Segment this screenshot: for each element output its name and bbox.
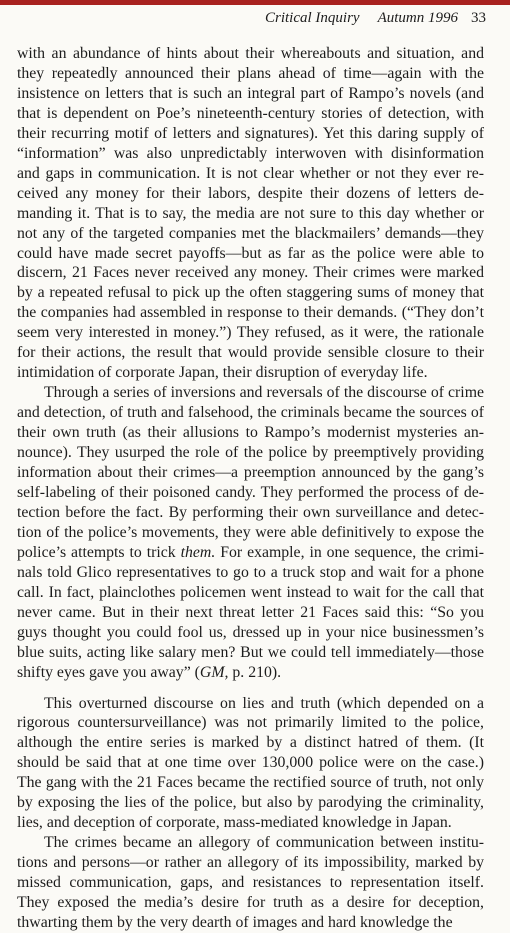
paragraph-2-text-a: Through a series of inversions and reversals of the discourse of crime and detection, of truth and falsehood, the criminals became the sources of their own truth (as their allusions to Rampo’s modernist mysteries announce). They usurped the role of the police by preemptively providing information about their crimes—a preemption announced by the gang’s self-labeling of their poisoned candy. They performed the process of detection before the fact. By performing their own surveillance and detection of the police’s movements, they were able definitively to expose the police’s attempts to trick (17, 384, 484, 561)
running-header (265, 8, 486, 28)
paragraph-2-text-b: For example, in one sequence, the criminals told Glico representatives to go to a truck stop and wait for a phone call. In fact, plainclothes policemen went instead to wait for the call that never came. But in their next threat letter 21 Faces said this: “So you guys thought you could fool us, dressed up in your nice businessmen’s blue suits, acting like salary men? But we could tell immediately—those shifty eyes gave you away” ( (17, 543, 484, 681)
paragraph-2-emphasis: them. (180, 543, 216, 561)
paragraph-2 (17, 383, 484, 682)
paragraph-3: This overturned discourse on lies and truth (which depended on a rigorous countersurveillance) was not primarily limited to the police, although the entire series is marked by a distinct hatred of them. (It should be said that at one time over 130,000 police were on the case.) The gang with the 21 Faces became the rectified source of truth, not only by exposing the lies of the police, but also by parodying the criminality, lies, and deception of corporate, mass-mediated knowledge in Japan. (17, 694, 484, 832)
article-body (17, 44, 484, 933)
top-rule (0, 0, 510, 5)
page-number: 33 (471, 10, 486, 26)
issue-date: Autumn 1996 (377, 10, 458, 26)
paragraph-2-citation-end: p. 210). (228, 663, 282, 681)
journal-title: Critical Inquiry (265, 10, 360, 26)
paragraph-4: The crimes became an allegory of communication between institutions and persons—or rather an allegory of its impossibility, marked by missed communication, gaps, and resistances to representation itself. They exposed the media’s desire for truth as a desire for deception, thwarting them by the very dearth of images and hard knowledge the (17, 834, 484, 931)
paragraph-2-citation-source: GM, (199, 663, 229, 681)
paragraph-1: with an abundance of hints about their whereabouts and situation, and they repeatedly announced their plans ahead of time—again with the insistence on letters that is such an integral part of Rampo’s novels (and that is dependent on Poe’s nineteenth-century stories of detection, with their recurring motif of letters and signatures). Yet this daring supply of “information” was also unpredictably interwoven with disinformation and gaps in communication. It is not clear whether or not they ever received any money for their labors, despite their dozens of letters demanding it. That is to say, the media are not sure to this day whether or not any of the targeted companies met the blackmailers’ demands—they could have made secret payoffs—but as far as the police were able to discern, 21 Faces never received any money. Their crimes were marked by a repeated refusal to pick up the often staggering sums of money that the companies had assembled in response to their demands. (“They don’t seem very interested in money.”) They refused, as it were, the rationale for their actions, the result that would provide sensible closure to their intimidation of corporate Japan, their disruption of everyday life. (17, 45, 484, 382)
